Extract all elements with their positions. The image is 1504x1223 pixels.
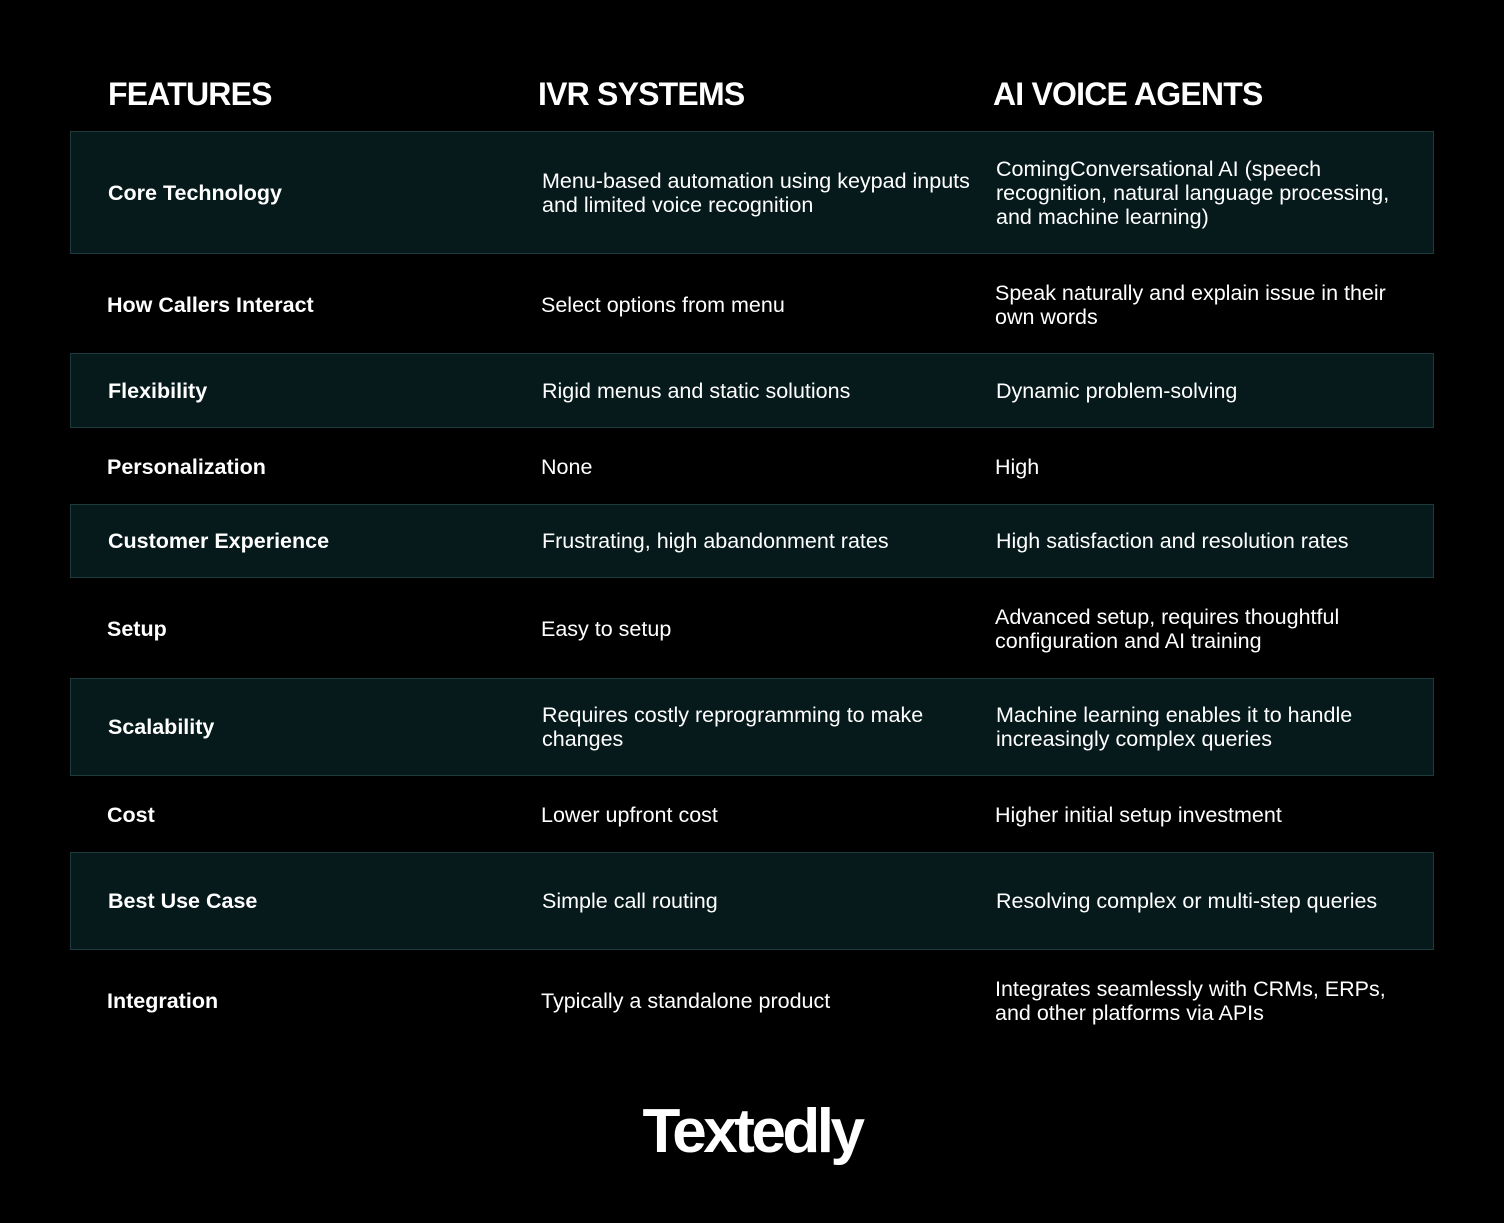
ivr-value: Select options from menu bbox=[541, 292, 785, 317]
ai-value: Integrates seamlessly with CRMs, ERPs, and other platforms via APIs bbox=[995, 976, 1386, 1025]
table-row-how-callers-interact bbox=[70, 256, 1434, 353]
ai-value: ComingConversational AI (speech recognition, natural language processing, and machine learning) bbox=[996, 156, 1390, 229]
feature-label: Flexibility bbox=[108, 378, 208, 403]
feature-label: Personalization bbox=[107, 454, 266, 479]
ivr-value: Lower upfront cost bbox=[541, 802, 718, 827]
feature-label: Setup bbox=[107, 616, 167, 641]
ivr-value: Typically a standalone product bbox=[541, 988, 831, 1013]
table-row-integration bbox=[70, 952, 1434, 1049]
ivr-value: None bbox=[541, 454, 593, 479]
table-row-setup bbox=[70, 580, 1434, 677]
feature-label: How Callers Interact bbox=[107, 292, 314, 317]
textedly-logo: Textedly bbox=[642, 1097, 862, 1166]
feature-label: Core Technology bbox=[108, 180, 283, 205]
table-header bbox=[0, 70, 1504, 120]
ai-value: High bbox=[995, 454, 1040, 479]
ivr-value: Requires costly reprogramming to make changes bbox=[542, 703, 924, 751]
table-row-customer-experience bbox=[70, 504, 1434, 578]
table-row-personalization bbox=[70, 430, 1434, 503]
table-row-scalability bbox=[70, 678, 1434, 776]
ivr-value: Simple call routing bbox=[542, 889, 718, 913]
ivr-value: Menu-based automation using keypad inputs and limited voice recognition bbox=[542, 168, 970, 217]
table-row-cost bbox=[70, 778, 1434, 851]
header-features: FEATURES bbox=[108, 76, 272, 112]
table-row-flexibility bbox=[70, 353, 1434, 428]
ai-value: Advanced setup, requires thoughtful configuration and AI training bbox=[995, 604, 1340, 653]
ivr-value: Rigid menus and static solutions bbox=[542, 378, 851, 403]
feature-label: Customer Experience bbox=[108, 529, 330, 553]
table-row-best-use-case bbox=[70, 852, 1434, 950]
ai-value: High satisfaction and resolution rates bbox=[996, 529, 1349, 553]
ai-value: Higher initial setup investment bbox=[995, 802, 1282, 827]
ai-value: Speak naturally and explain issue in their own words bbox=[995, 280, 1386, 329]
feature-label: Integration bbox=[107, 988, 219, 1013]
ivr-value: Easy to setup bbox=[541, 616, 672, 641]
header-ivr-systems: IVR SYSTEMS bbox=[538, 76, 745, 112]
feature-label: Cost bbox=[107, 802, 155, 827]
ivr-value: Frustrating, high abandonment rates bbox=[542, 529, 889, 553]
ai-value: Dynamic problem-solving bbox=[996, 378, 1238, 403]
header-ai-voice-agents: AI VOICE AGENTS bbox=[993, 76, 1263, 112]
ai-value: Machine learning enables it to handle increasingly complex queries bbox=[996, 703, 1353, 751]
feature-label: Best Use Case bbox=[108, 889, 258, 913]
table-row-core-technology bbox=[70, 131, 1434, 254]
feature-label: Scalability bbox=[108, 715, 215, 739]
ai-value: Resolving complex or multi-step queries bbox=[996, 889, 1378, 913]
